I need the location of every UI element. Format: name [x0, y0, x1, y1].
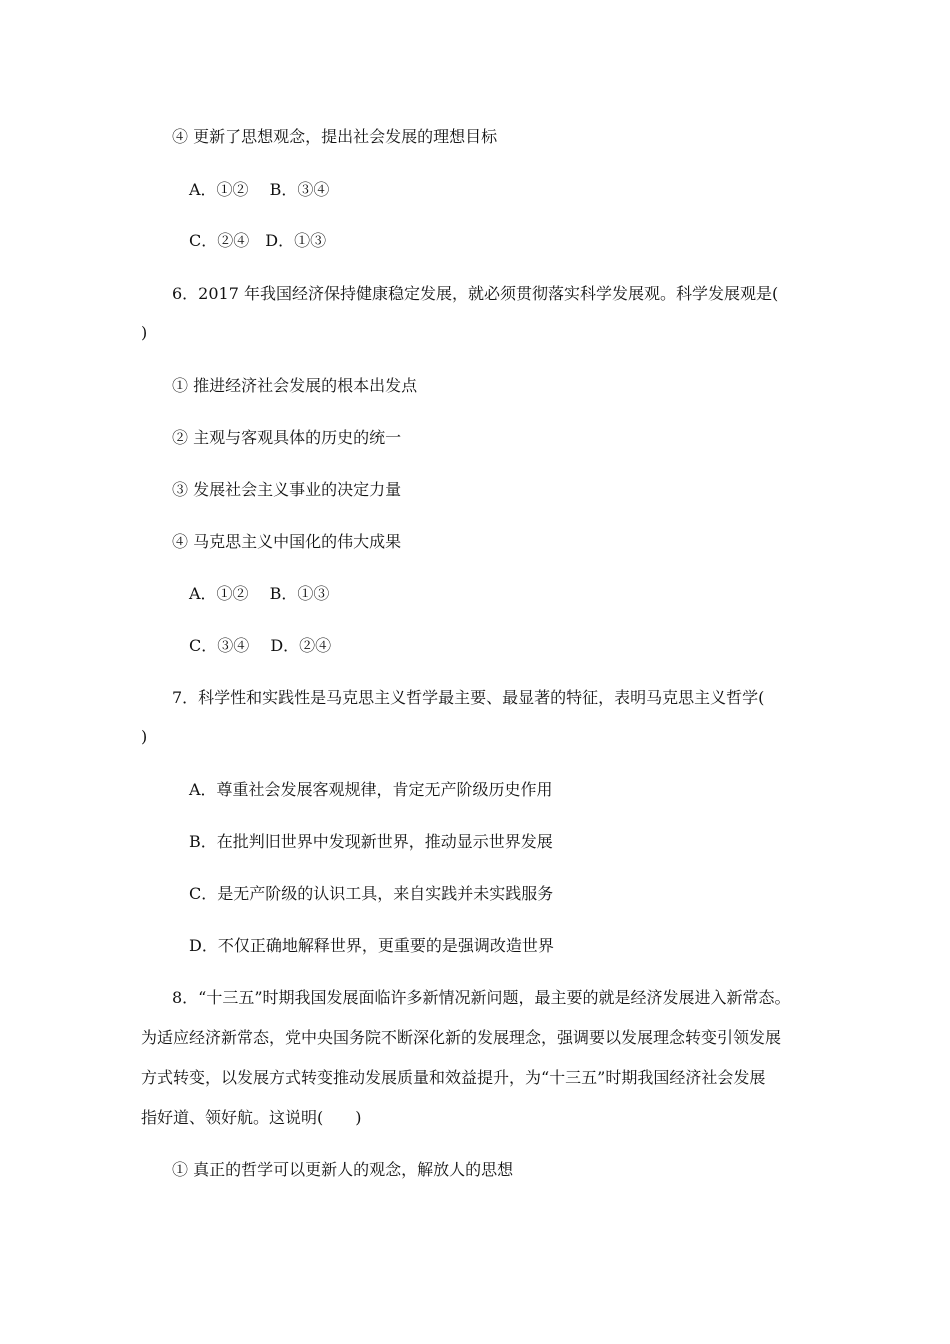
- q6-answer-cd: C．③④ D．②④: [189, 636, 332, 655]
- q5-option-4: ④ 更新了思想观念，提出社会发展的理想目标: [172, 127, 498, 146]
- q6-option-1: ① 推进经济社会发展的根本出发点: [172, 376, 418, 395]
- q6-answer-ab: A．①② B．①③: [189, 584, 330, 603]
- q6-stem-continued: ): [141, 323, 148, 342]
- q8-option-1: ① 真正的哲学可以更新人的观念，解放人的思想: [172, 1160, 514, 1179]
- q8-stem-line-1: 8．“十三五”时期我国发展面临许多新情况新问题，最主要的就是经济发展进入新常态。: [172, 988, 791, 1007]
- q6-option-2: ② 主观与客观具体的历史的统一: [172, 428, 402, 447]
- q6-option-3: ③ 发展社会主义事业的决定力量: [172, 480, 402, 499]
- q6-stem: 6．2017 年我国经济保持健康稳定发展，就必须贯彻落实科学发展观。科学发展观是(: [172, 284, 779, 303]
- q8-stem-line-2: 为适应经济新常态，党中央国务院不断深化新的发展理念，强调要以发展理念转变引领发展: [141, 1028, 782, 1047]
- q7-stem: 7．科学性和实践性是马克思主义哲学最主要、最显著的特征，表明马克思主义哲学(: [172, 688, 765, 707]
- q5-answer-cd: C．②④ D．①③: [189, 231, 327, 250]
- q5-answer-ab: A．①② B．③④: [189, 180, 330, 199]
- q7-stem-continued: ): [141, 727, 148, 746]
- q7-option-a: A．尊重社会发展客观规律，肯定无产阶级历史作用: [189, 780, 553, 799]
- q7-option-b: B．在批判旧世界中发现新世界，推动显示世界发展: [189, 832, 553, 851]
- q7-option-c: C．是无产阶级的认识工具，来自实践并未实践服务: [189, 884, 554, 903]
- q8-stem-line-4: 指好道、领好航。这说明( ): [141, 1108, 362, 1127]
- q6-option-4: ④ 马克思主义中国化的伟大成果: [172, 532, 402, 551]
- q8-stem-line-3: 方式转变，以发展方式转变推动发展质量和效益提升，为“十三五”时期我国经济社会发展: [141, 1068, 766, 1087]
- q7-option-d: D．不仅正确地解释世界，更重要的是强调改造世界: [189, 936, 554, 955]
